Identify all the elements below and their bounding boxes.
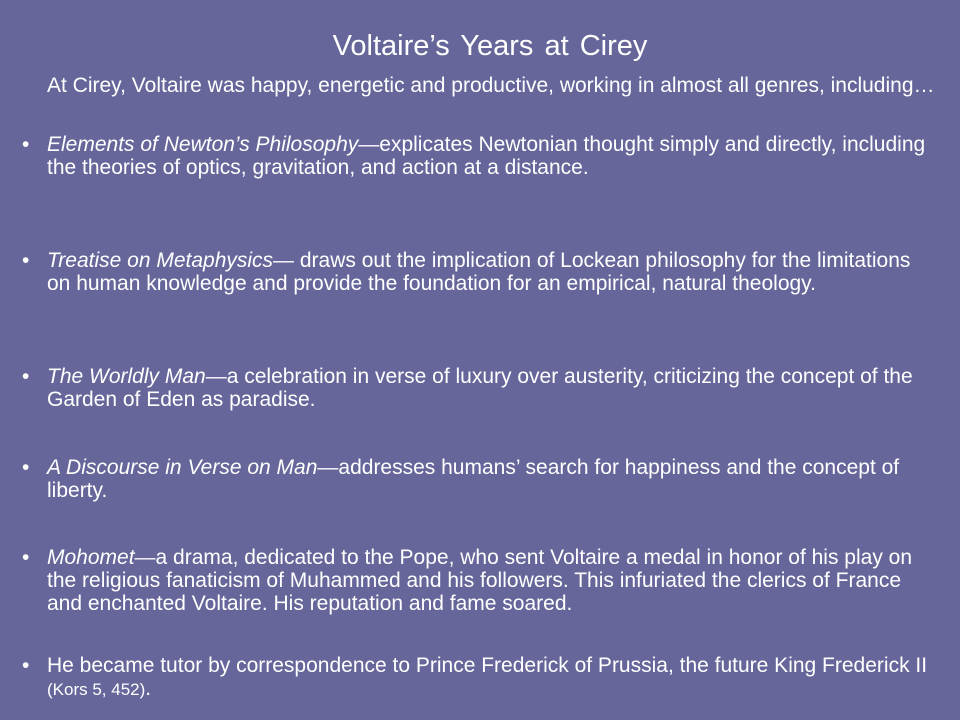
- work-title: Treatise on Metaphysics: [47, 249, 274, 272]
- work-title: A Discourse in Verse on Man: [47, 456, 318, 479]
- bullet-metaphysics: [22, 249, 937, 295]
- citation: (Kors 5, 452): [47, 680, 146, 699]
- bullet-content: [47, 365, 937, 411]
- slide-title: Voltaire’s Years at Cirey: [332, 30, 648, 62]
- work-description: — draws out the implication of Lockean philosophy for the limitations on human knowledge and provide the foundation for an empirical, natural theology.: [47, 249, 911, 295]
- bullet-marker: •: [22, 654, 30, 677]
- tutor-text: He became tutor by correspondence to Prince Frederick of Prussia, the future King Frederick II: [47, 654, 928, 677]
- bullet-content: [47, 249, 937, 295]
- bullet-marker: •: [22, 456, 30, 479]
- bullet-marker: •: [22, 249, 30, 272]
- bullet-content: [47, 546, 937, 615]
- bullet-marker: •: [22, 546, 30, 569]
- bullet-mohomet: [22, 546, 937, 615]
- work-description: —addresses humans’ search for happiness and the concept of liberty.: [47, 456, 900, 502]
- work-description: —a celebration in verse of luxury over austerity, criticizing the concept of the Garden of Eden as paradise.: [47, 365, 913, 411]
- bullet-newton: [22, 133, 937, 179]
- work-description: —explicates Newtonian thought simply and directly, including the theories of optics, gravitation, and action at a distance.: [47, 133, 926, 179]
- bullet-content: [47, 456, 937, 502]
- intro-text: At Cirey, Voltaire was happy, energetic and productive, working in almost all genres, including…: [47, 74, 935, 97]
- bullet-content: [47, 133, 937, 179]
- bullet-marker: •: [22, 365, 30, 388]
- bullet-worldly-man: [22, 365, 937, 411]
- work-title: The Worldly Man: [47, 365, 206, 388]
- bullet-discourse: [22, 456, 937, 502]
- work-title: Mohomet: [47, 546, 135, 569]
- bullet-frederick: [22, 654, 937, 701]
- work-title: Elements of Newton’s Philosophy: [47, 133, 359, 156]
- work-description: —a drama, dedicated to the Pope, who sent Voltaire a medal in honor of his play on the religious fanaticism of Muhammed and his followers. This infuriated the clerics of France and enchanted Voltaire. His reputation and fame soared.: [47, 546, 913, 615]
- bullet-content: [47, 654, 937, 701]
- bullet-marker: •: [22, 133, 30, 156]
- sentence-end: .: [145, 677, 152, 700]
